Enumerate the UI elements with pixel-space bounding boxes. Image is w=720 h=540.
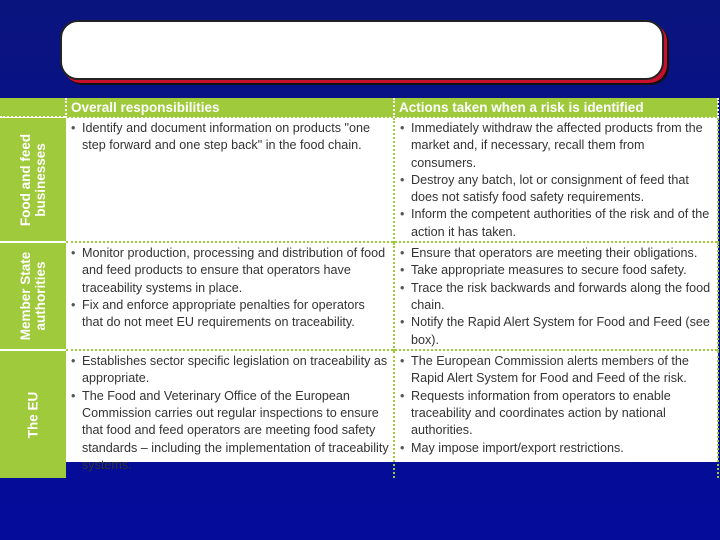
responsibilities-cell: [66, 117, 394, 242]
list-item: • Establishes sector specific legislation on traceability as appropriate.: [70, 353, 389, 388]
table-row: [0, 117, 718, 242]
list-item: • Trace the risk backwards and forwards along the food chain.: [399, 280, 713, 315]
list-item: • Identify and document information on products "one step forward and one step back" in the food chain.: [70, 120, 389, 155]
list-item: • Destroy any batch, lot or consignment of feed that does not satisfy food safety requirements.: [399, 172, 713, 207]
actions-cell: [394, 350, 718, 478]
row-label-line1: Member State: [18, 251, 33, 341]
header-corner: [0, 98, 66, 117]
list-item: • Requests information from operators to enable traceability and coordinates action by national authorities.: [399, 388, 713, 440]
column-header-actions: Actions taken when a risk is identified: [394, 98, 718, 117]
list-item: • May impose import/export restrictions.: [399, 440, 713, 457]
list-item: • Notify the Rapid Alert System for Food and Feed (see box).: [399, 314, 713, 349]
responsibility-table-image: [0, 98, 718, 472]
row-header-member-state: [0, 242, 66, 350]
list-item: • Ensure that operators are meeting their obligations.: [399, 245, 713, 262]
list-item: • The Food and Veterinary Office of the European Commission carries out regular inspections to ensure that food and feed operators are meeting food safety standards – including the implementation of traceability systems.: [70, 388, 389, 474]
table-row: [0, 350, 718, 478]
list-item: • Take appropriate measures to secure food safety.: [399, 262, 713, 279]
responsibility-table: [0, 98, 719, 478]
row-label-line2: authorities: [33, 261, 48, 331]
actions-cell: [394, 242, 718, 350]
column-header-responsibilities: Overall responsibilities: [66, 98, 394, 117]
row-header-food-feed: [0, 117, 66, 242]
list-item: • Fix and enforce appropriate penalties for operators that do not meet EU requirements on traceability.: [70, 297, 389, 332]
responsibilities-cell: [66, 242, 394, 350]
actions-cell: [394, 117, 718, 242]
row-label-line1: Food and feed: [18, 133, 33, 226]
list-item: • Immediately withdraw the affected products from the market and, if necessary, recall them from consumers.: [399, 120, 713, 172]
row-header-eu: [0, 350, 66, 478]
row-label-line2: businesses: [33, 142, 48, 217]
table-header-row: [0, 98, 718, 117]
list-item: • The European Commission alerts members of the Rapid Alert System for Food and Feed of the risk.: [399, 353, 713, 388]
list-item: • Inform the competent authorities of the risk and of the action it has taken.: [399, 206, 713, 241]
row-label-line1: The EU: [25, 391, 41, 438]
title-box: [60, 20, 664, 80]
responsibilities-cell: [66, 350, 394, 478]
list-item: • Monitor production, processing and distribution of food and feed products to ensure that operators have traceability systems in place.: [70, 245, 389, 297]
table-row: [0, 242, 718, 350]
